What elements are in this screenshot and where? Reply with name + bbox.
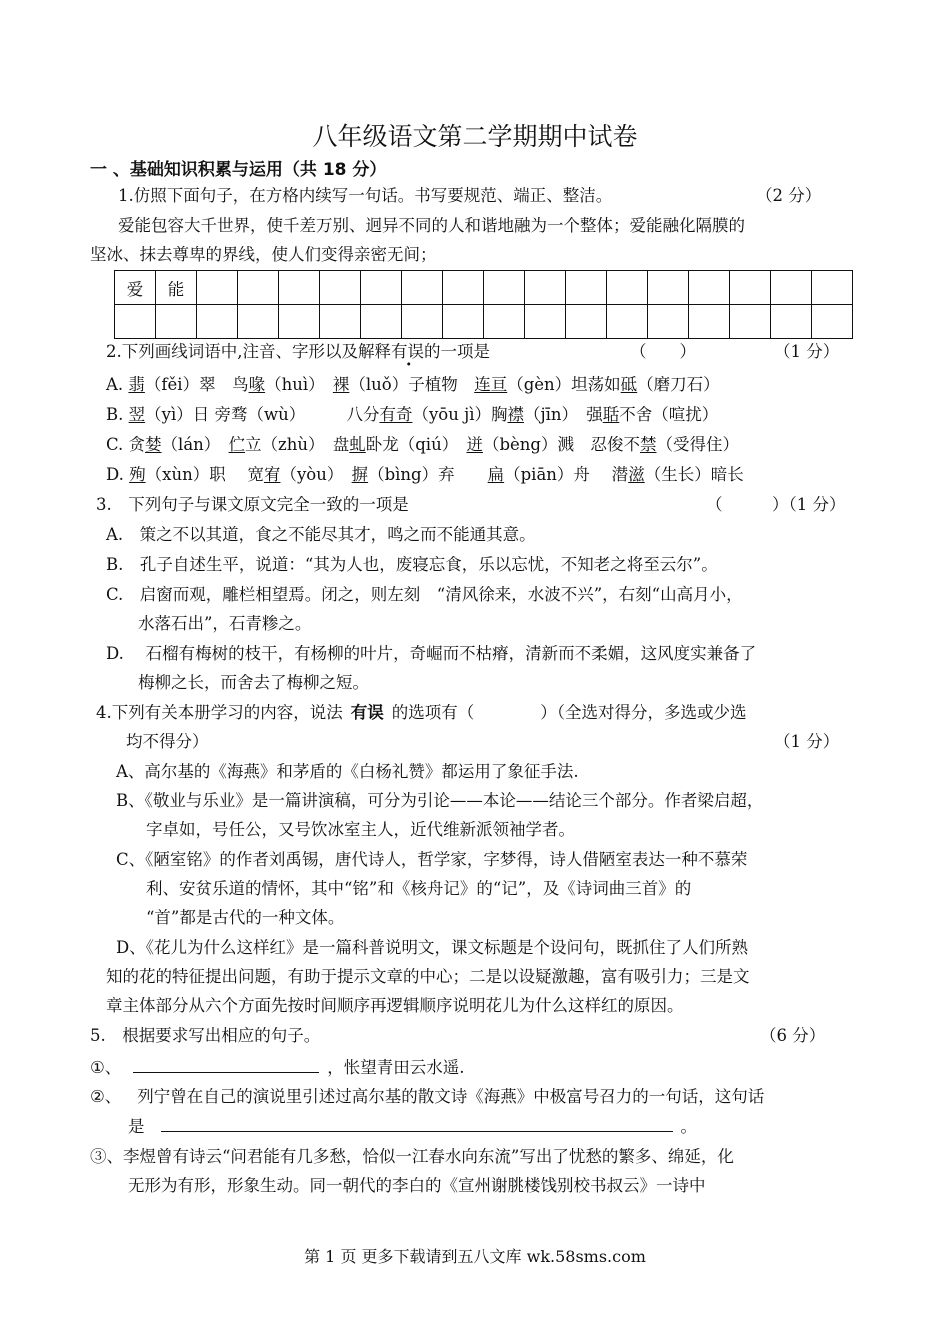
q2-option-c [106, 434, 739, 456]
option-text: （磨刀石） [637, 375, 720, 394]
option-text: （生长）暗长 [644, 465, 744, 484]
grid-cell[interactable] [115, 305, 156, 339]
option-text: （gèn）坦荡如 [507, 375, 621, 394]
underlined-word: 滋 [628, 465, 645, 484]
option-text: （bìng）弃 [368, 465, 488, 484]
grid-cell[interactable] [730, 305, 771, 339]
grid-cell[interactable] [689, 271, 730, 305]
q4-option-d-line1: D、《花儿为什么这样红》是一篇科普说明文，课文标题是个设问句，既抓住了人们所熟 [116, 938, 748, 957]
writing-grid[interactable] [114, 270, 853, 339]
underlined-word: 喙 [248, 375, 266, 394]
option-text: （xùn）职 宽 [145, 465, 264, 484]
option-text: （yōu jì）胸 [412, 405, 508, 424]
q4-option-c-line3: “首”都是古代的一种文体。 [146, 908, 345, 927]
underlined-word: 婪 [145, 435, 162, 454]
underlined-word: 翡 [128, 375, 145, 394]
item-marker: ②、 [90, 1087, 122, 1106]
grid-row [115, 305, 853, 339]
q5-stem: 5. 根据要求写出相应的句子。 [90, 1026, 321, 1045]
q5-item2-answer [128, 1115, 697, 1138]
q5-item3-line1 [90, 1146, 734, 1168]
underlined-word: 有奇 [379, 405, 413, 424]
section-heading: 一 、基础知识积累与运用（共 18 分） [90, 160, 387, 180]
grid-cell[interactable]: 爱 [115, 271, 156, 305]
option-label: C. [106, 435, 124, 454]
underlined-word: 聒 [602, 405, 620, 424]
grid-cell[interactable]: 能 [156, 271, 197, 305]
page-footer: 第 1 页 更多下载请到五八文库 wk.58sms.com [304, 1247, 646, 1266]
item-marker: ①、 [90, 1058, 122, 1077]
underlined-word: 虬 [349, 435, 366, 454]
q4-option-d-line2: 知的花的特征提出问题，有助于提示文章的中心；二是以设疑激趣，富有吸引力；三是文 [106, 967, 750, 986]
grid-cell[interactable] [443, 271, 484, 305]
q2-answer-paren[interactable]: （ ） [630, 342, 696, 361]
grid-cell[interactable] [320, 305, 361, 339]
option-text: （yì）日 旁骛（wù） 八分 [145, 405, 380, 424]
grid-cell[interactable] [484, 305, 525, 339]
q4-option-b-line1: B、《敬业与乐业》是一篇讲演稿，可分为引论——本论——结论三个部分。作者梁启超， [116, 791, 764, 810]
underlined-word: 摒 [351, 465, 369, 484]
option-text: 贪 [128, 435, 146, 454]
item-text: 是 [128, 1117, 145, 1136]
item-text: 李煜曾有诗云“问君能有几多愁，恰似一江春水向东流”写出了忧愁的繁多、绵延，化 [123, 1147, 734, 1166]
option-label: A. [106, 375, 124, 394]
q4-stem-c: 的选项有（ ）（全选对得分，多选或少选 [391, 703, 747, 722]
q3-option-b: B. 孔子自述生平，说道：“其为人也，废寝忘食，乐以忘忧，不知老之将至云尔”。 [106, 555, 718, 574]
grid-cell[interactable] [238, 305, 279, 339]
q3-answer-paren[interactable]: （ ）（1 分） [706, 495, 846, 514]
grid-cell[interactable] [525, 271, 566, 305]
option-text: （piān）舟 潜 [504, 465, 629, 484]
underlined-word: 扁 [487, 465, 505, 484]
grid-cell[interactable] [566, 271, 607, 305]
grid-cell[interactable] [443, 305, 484, 339]
underlined-word: 襟 [507, 405, 524, 424]
item-text: 列宁曾在自己的演说里引述过高尔基的散文诗《海燕》中极富号召力的一句话，这句话 [137, 1087, 765, 1106]
answer-blank[interactable] [161, 1115, 673, 1132]
q4-stem-continued: 均不得分） [126, 732, 209, 751]
grid-cell[interactable] [197, 305, 238, 339]
q3-stem: 3. 下列句子与课文原文完全一致的一项是 [96, 495, 409, 514]
grid-cell[interactable] [812, 305, 853, 339]
grid-cell[interactable] [279, 305, 320, 339]
item-text: ，怅望青田云水遥. [327, 1058, 465, 1077]
grid-cell[interactable] [566, 305, 607, 339]
grid-cell[interactable] [402, 271, 443, 305]
grid-cell[interactable] [484, 271, 525, 305]
option-text: （bèng）溅 忍俊不 [482, 435, 640, 454]
grid-cell[interactable] [320, 271, 361, 305]
q4-stem-a: 4.下列有关本册学习的内容，说法 [96, 703, 343, 722]
grid-cell[interactable] [525, 305, 566, 339]
q4-option-a: A、高尔基的《海燕》和茅盾的《白杨礼赞》都运用了象征手法. [116, 762, 579, 781]
q4-stem [96, 702, 747, 724]
grid-cell[interactable] [771, 305, 812, 339]
q5-item1 [90, 1056, 465, 1079]
grid-cell[interactable] [648, 271, 689, 305]
underlined-word: 殉 [129, 465, 146, 484]
q1-score: （2 分） [756, 186, 822, 205]
item-marker: ③、 [90, 1147, 123, 1166]
answer-blank[interactable] [133, 1056, 319, 1073]
grid-row [115, 271, 853, 305]
q3-option-c-line2: 水落石出”，石青糁之。 [138, 614, 312, 633]
option-text: （jīn） 强 [524, 405, 603, 424]
q4-option-c-line1: C、《陋室铭》的作者刘禹锡，唐代诗人，哲学家，字梦得，诗人借陋室表达一种不慕荣 [116, 850, 748, 869]
q2-option-a [106, 374, 720, 396]
grid-cell[interactable] [156, 305, 197, 339]
option-label: D. [106, 465, 124, 484]
option-text: （lán） [161, 435, 229, 454]
q1-example-line1: 爱能包容大千世界，使千差万别、迥异不同的人和谐地融为一个整体；爱能融化隔膜的 [118, 216, 745, 235]
q3-option-d-line2: 梅柳之长，而舍去了梅柳之短。 [138, 673, 369, 692]
grid-cell[interactable] [361, 271, 402, 305]
underlined-word: 砥 [620, 375, 638, 394]
q3-option-d-line1: D. 石榴有梅树的枝干，有杨柳的叶片，奇崛而不枯瘠，清新而不柔媚，这风度实兼备了 [106, 644, 757, 663]
q1-example-line2: 坚冰、抹去尊卑的界线，使人们变得亲密无间； [90, 245, 437, 264]
option-text: 不舍（喧扰） [619, 405, 719, 424]
q2-stem [106, 341, 490, 363]
underlined-word: 翌 [128, 405, 146, 424]
grid-cell[interactable] [689, 305, 730, 339]
q2-stem-a: 2.下列画线词语中,注音、字形以及解释 [106, 342, 391, 361]
q4-option-d-line3: 章主体部分从六个方面先按时间顺序再逻辑顺序说明花儿为什么这样红的原因。 [106, 996, 684, 1015]
option-text: （yòu） [280, 465, 352, 484]
grid-cell[interactable] [361, 305, 402, 339]
q2-score: （1 分） [774, 342, 840, 361]
grid-cell[interactable] [771, 271, 812, 305]
q4-option-b-line2: 字卓如，号任公，又号饮冰室主人，近代维新派领袖学者。 [146, 820, 575, 839]
underlined-word: 迸 [466, 435, 483, 454]
q5-item2 [90, 1086, 764, 1108]
q3-option-a: A. 策之不以其道，食之不能尽其才，鸣之而不能通其意。 [106, 525, 536, 544]
grid-cell[interactable] [402, 305, 443, 339]
underlined-word: 禁 [640, 435, 657, 454]
option-text: （luǒ）子植物 [349, 375, 475, 394]
option-text: （受得住） [656, 435, 739, 454]
underlined-word: 宥 [263, 465, 281, 484]
grid-cell[interactable] [607, 271, 648, 305]
grid-cell[interactable] [238, 271, 279, 305]
underlined-word: 裸 [332, 375, 350, 394]
q1-stem: 1.仿照下面句子，在方格内续写一句话。书写要规范、端正、整洁。 [118, 186, 613, 205]
q4-stem-emphasis: 有误 [350, 703, 384, 722]
option-text: 卧龙（qiú） [365, 435, 467, 454]
q2-option-b [106, 404, 718, 426]
grid-cell[interactable] [812, 271, 853, 305]
q2-option-d [106, 464, 744, 486]
option-text: 立（zhù） 盘 [245, 435, 350, 454]
q2-stem-emphasis: 有误 [391, 342, 424, 361]
q5-score: （6 分） [760, 1026, 826, 1045]
grid-cell[interactable] [648, 305, 689, 339]
grid-cell[interactable] [197, 271, 238, 305]
grid-cell[interactable] [607, 305, 648, 339]
item-text: 。 [680, 1117, 697, 1136]
option-text: （fěi）翠 鸟 [144, 375, 249, 394]
q4-score: （1 分） [774, 732, 840, 751]
q4-option-c-line2: 利、安贫乐道的情怀，其中“铭”和《核舟记》的“记”，及《诗词曲三首》的 [146, 879, 692, 898]
underlined-word: 伫 [228, 435, 246, 454]
option-text: （huì） [265, 375, 333, 394]
q5-item3-line2: 无形为有形，形象生动。同一朝代的李白的《宣州谢朓楼饯别校书叔云》一诗中 [128, 1176, 706, 1195]
q3-option-c-line1: C. 启窗而观，雕栏相望焉。闭之，则左刻 “清风徐来，水波不兴”，右刻“山高月小， [106, 585, 743, 604]
q2-stem-c: 的一项是 [424, 342, 490, 361]
grid-cell[interactable] [730, 271, 771, 305]
page-title: 八年级语文第二学期期中试卷 [312, 122, 638, 151]
option-label: B. [106, 405, 124, 424]
grid-cell[interactable] [279, 271, 320, 305]
underlined-word: 连亘 [474, 375, 508, 394]
